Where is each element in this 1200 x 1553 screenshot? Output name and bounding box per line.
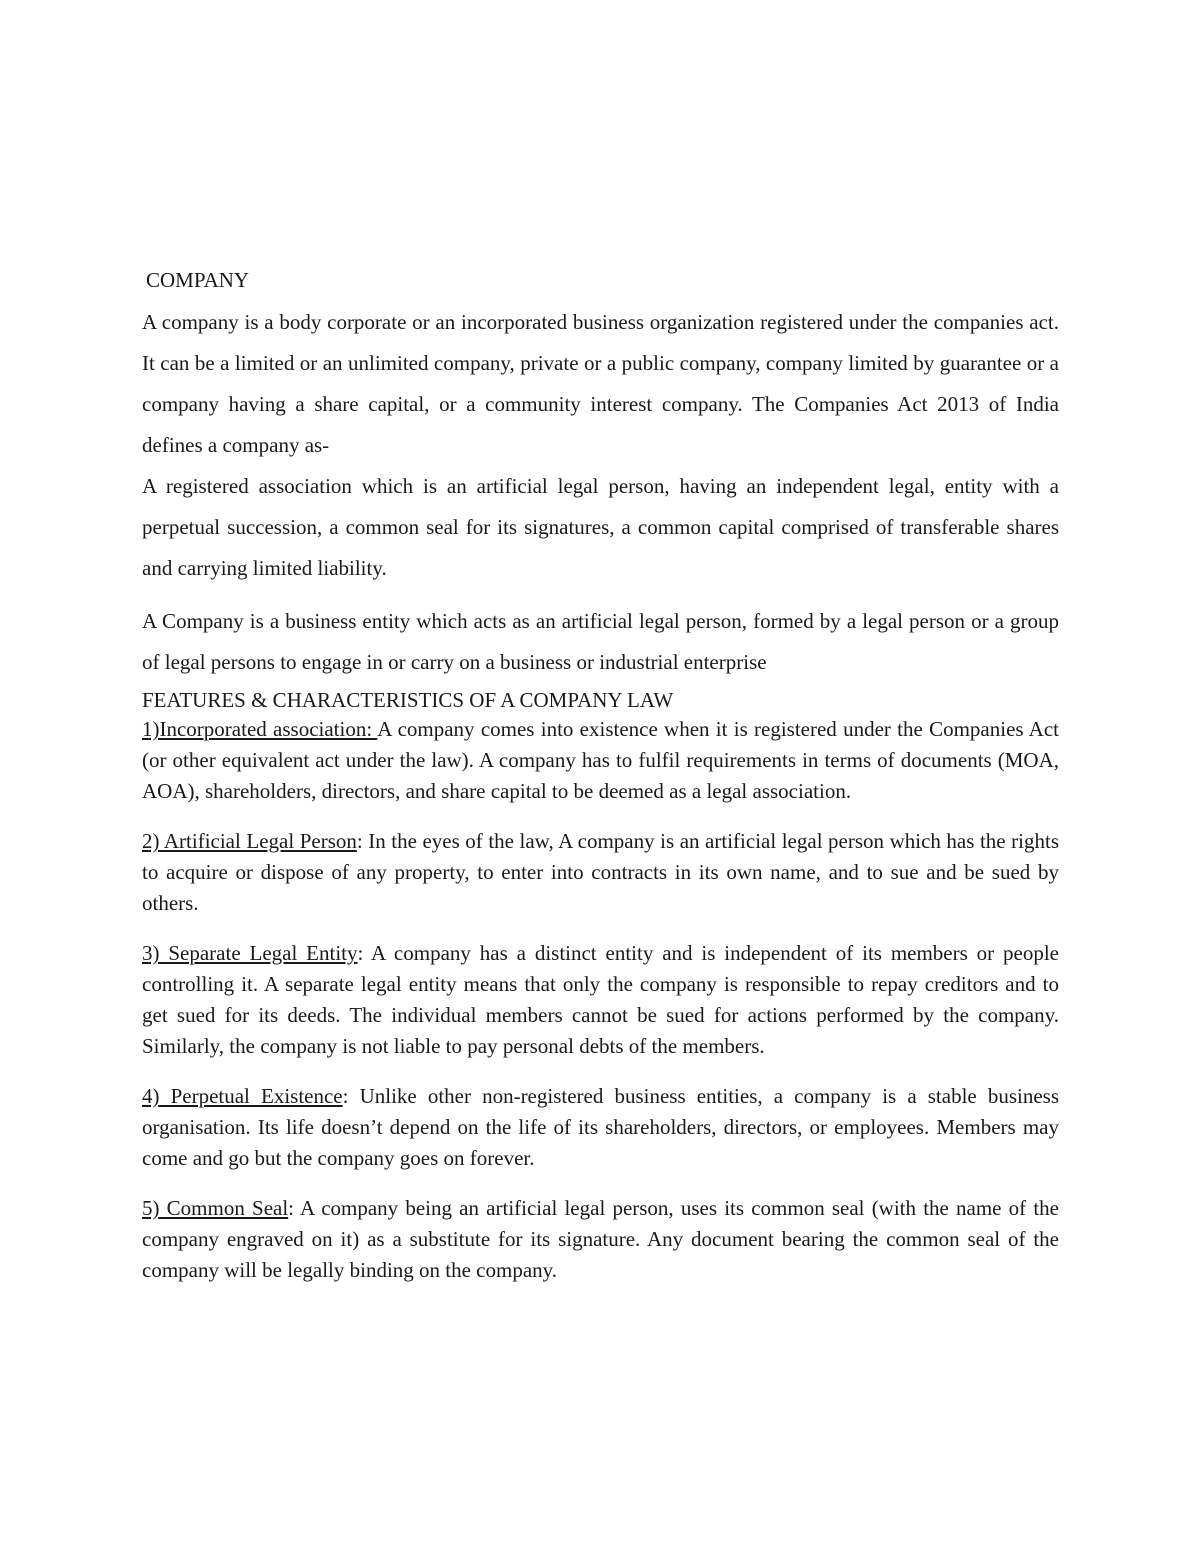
feature-artificial-legal-person <box>142 826 1059 919</box>
feature-text: : In the eyes of the law, A company is an artificial legal person which has the rights to acquire or dispose of any property, to enter into contracts in its own name, and to sue and be sued by others. <box>142 829 1059 915</box>
intro-paragraph-definition: A company is a body corporate or an incorporated business organization registered under the companies act. It can be a limited or an unlimited company, private or a public company, company limited by guarantee or a company having a share capital, or a community interest company. The Companies Act 2013 of India defines a company as- <box>142 310 1059 457</box>
features-heading: FEATURES & CHARACTERISTICS OF A COMPANY LAW <box>142 688 674 712</box>
feature-term: 3) Separate Legal Entity <box>142 941 358 965</box>
document-page <box>142 266 1059 1305</box>
feature-common-seal <box>142 1193 1059 1286</box>
feature-term: 4) Perpetual Existence <box>142 1084 343 1108</box>
feature-text: : Unlike other non-registered business entities, a company is a stable business organisation. Its life doesn’t depend on the life of its shareholders, directors, or employees. Members may come and go but the company goes on forever. <box>142 1084 1060 1170</box>
intro-paragraph-business-entity: A Company is a business entity which acts as an artificial legal person, formed by a legal person or a group of legal persons to engage in or carry on a business or industrial enterprise <box>142 609 1059 674</box>
feature-text: : A company has a distinct entity and is independent of its members or people controlling it. A separate legal entity means that only the company is responsible to repay creditors and to get sued for its deeds. The individual members cannot be sued for actions performed by the company. Similarly, the company is not liable to pay personal debts of the members. <box>142 941 1059 1058</box>
feature-term: 1)Incorporated association: <box>142 717 378 741</box>
feature-perpetual-existence <box>142 1081 1059 1174</box>
feature-separate-legal-entity <box>142 938 1059 1062</box>
feature-text: A company comes into existence when it is registered under the Companies Act (or other equivalent act under the law). A company has to fulfil requirements in terms of documents (MOA, AOA), shareholders, directors, and share capital to be deemed as a legal association. <box>142 717 1059 803</box>
feature-incorporated-association <box>142 714 1059 807</box>
intro-paragraph-registered-association: A registered association which is an artificial legal person, having an independent legal, entity with a perpetual succession, a common seal for its signatures, a common capital comprised of transferable shares and carrying limited liability. <box>142 474 1059 580</box>
document-title: COMPANY <box>146 268 250 292</box>
feature-text: : A company being an artificial legal person, uses its common seal (with the name of the company engraved on it) as a substitute for its signature. Any document bearing the common seal of the company will be legally binding on the company. <box>142 1196 1059 1282</box>
feature-term: 2) Artificial Legal Person <box>142 829 357 853</box>
feature-term: 5) Common Seal <box>142 1196 289 1220</box>
